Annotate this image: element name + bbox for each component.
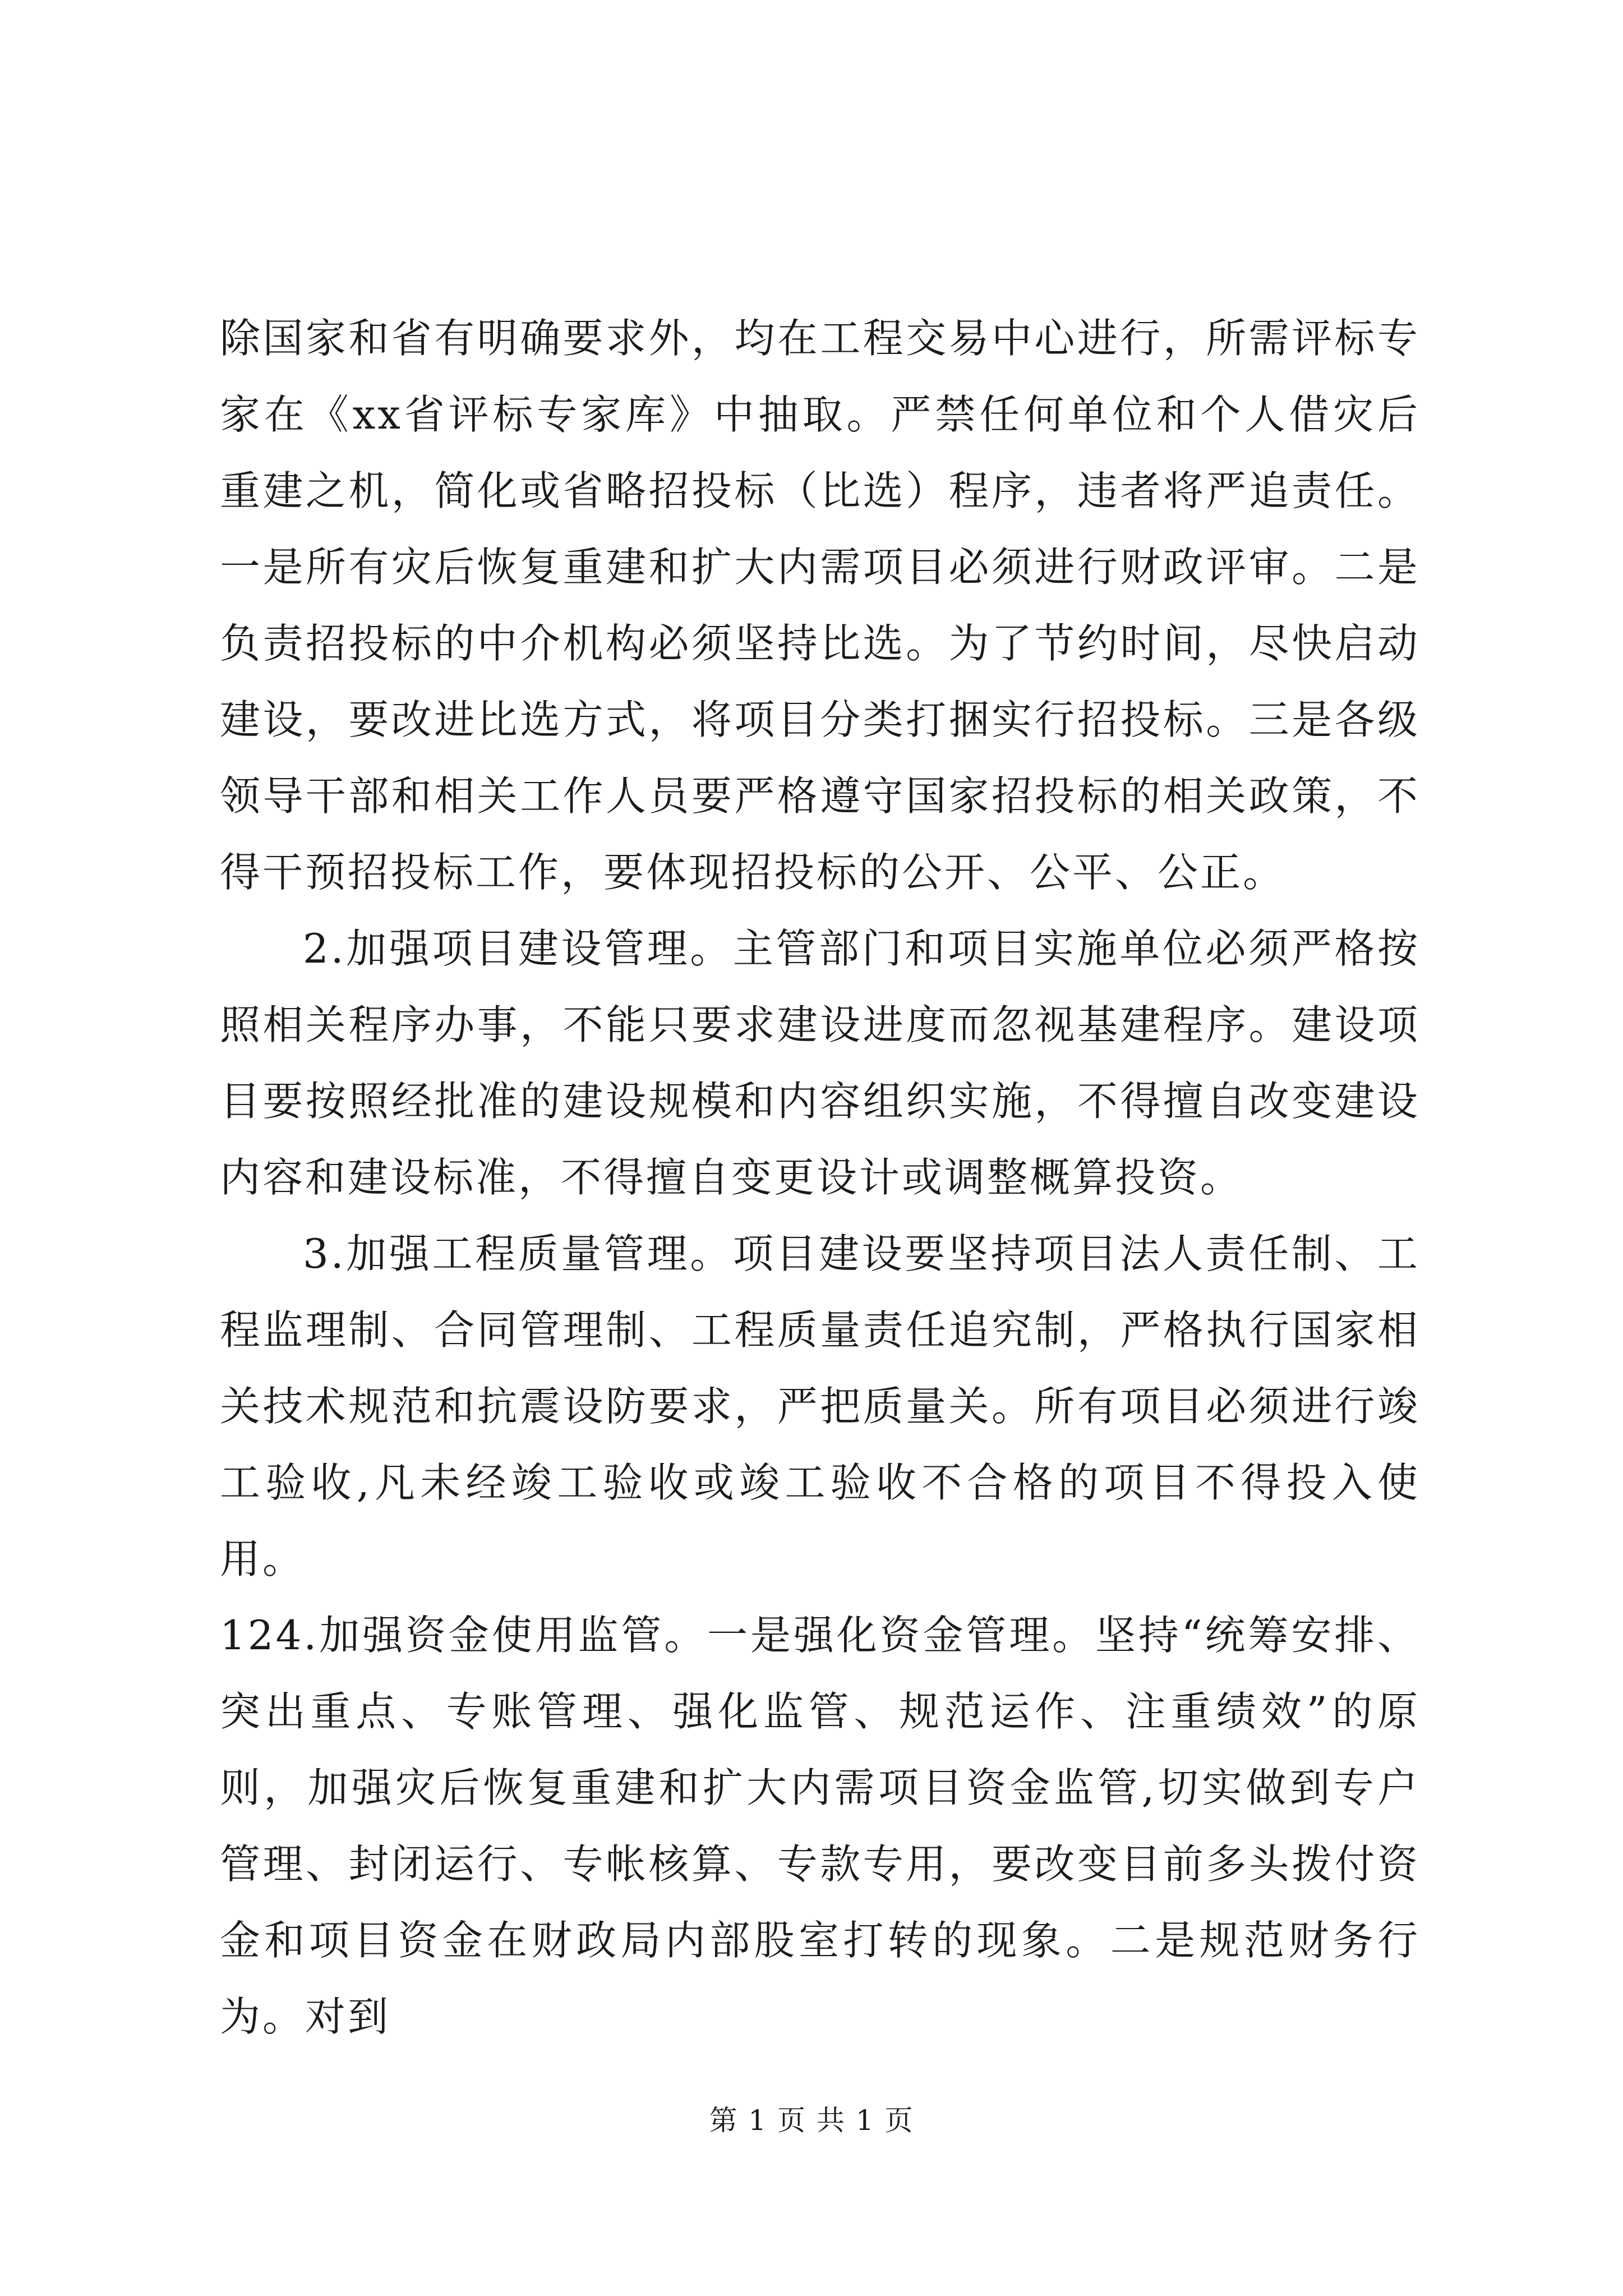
paragraph-1: 除国家和省有明确要求外，均在工程交易中心进行，所需评标专家在《xx省评标专家库》中抽取。严禁任何单位和个人借灾后重建之机，简化或省略招投标（比选）程序，违者将严追责任。一是所有灾后恢复重建和扩大内需项目必须进行财政评审。二是负责招投标的中介机构必须坚持比选。为了节约时间，尽快启动建设，要改进比选方式，将项目分类打捆实行招投标。三是各级领导干部和相关工作人员要严格遵守国家招投标的相关政策，不得干预招投标工作，要体现招投标的公开、公平、公正。 <box>220 315 1420 896</box>
document-body <box>220 300 1420 2055</box>
paragraph-3: 3.加强工程质量管理。项目建设要坚持项目法人责任制、工程监理制、合同管理制、工程质量责任追究制，严格执行国家相关技术规范和抗震设防要求，严把质量关。所有项目必须进行竣工验收,凡未经竣工验收或竣工验收不合格的项目不得投入使用。 <box>220 1230 1420 1582</box>
paragraph-4: 124.加强资金使用监管。一是强化资金管理。坚持“统筹安排、突出重点、专账管理、强化监管、规范运作、注重绩效”的原则，加强灾后恢复重建和扩大内需项目资金监管,切实做到专户管理、封闭运行、专帐核算、专款专用，要改变目前多头拨付资金和项目资金在财政局内部股室打转的现象。二是规范财务行为。对到 <box>220 1612 1420 2040</box>
paragraph-2: 2.加强项目建设管理。主管部门和项目实施单位必须严格按照相关程序办事，不能只要求建设进度而忽视基建程序。建设项目要按照经批准的建设规模和内容组织实施，不得擅自改变建设内容和建设标准，不得擅自变更设计或调整概算投资。 <box>220 925 1420 1201</box>
page-footer <box>0 2098 1623 2138</box>
page-number-label: 第 1 页 共 1 页 <box>709 2104 914 2137</box>
